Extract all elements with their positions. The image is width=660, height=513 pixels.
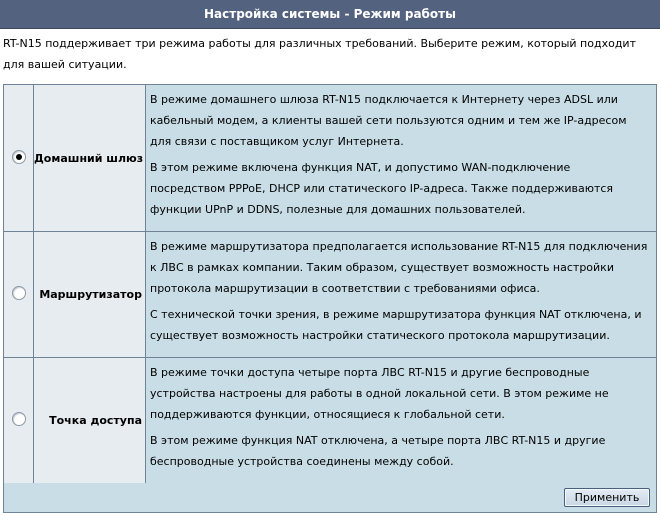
page-header — [0, 0, 660, 29]
description-paragraph: В режиме домашнего шлюза RT-N15 подключается к Интернету через ADSL или кабельный модем, а клиенты вашей сети пользуются одним и тем же IP-адресом для связи с поставщиком услуг Интернета. — [150, 93, 627, 148]
radio-access-point[interactable] — [12, 412, 26, 426]
description-paragraph: В режиме маршрутизатора предполагается использование RT-N15 для подключения к ЛВС в рамках компании. Таким образом, существует возможность настройки протокола маршрутизации в соответствии с требованиями офиса. — [150, 240, 648, 295]
mode-description-access-point — [146, 358, 657, 484]
page-title: Настройка системы - Режим работы — [204, 7, 456, 21]
description-paragraph: В этом режиме включена функция NAT, и допустимо WAN-подключение посредством PPPoE, DHCP или статического IP-адреса. Также поддерживаются функции UPnP и DDNS, полезные для домашних пользователей. — [150, 161, 614, 216]
mode-description-router — [146, 232, 657, 358]
description-paragraph: В этом режиме функция NAT отключена, а четыре порта ЛВС RT-N15 и другие беспроводные устройства соединены между собой. — [150, 434, 606, 468]
mode-row-router — [4, 232, 657, 358]
apply-button[interactable]: Применить — [564, 488, 650, 507]
description-paragraph: В режиме точки доступа четыре порта ЛВС RT-N15 и другие беспроводные устройства настроены для работы в одной локальной сети. В этом режиме не поддерживаются функции, относящиеся к глобальной сети. — [150, 366, 609, 421]
description-paragraph: С технической точки зрения, в режиме маршрутизатора функция NAT отключена, и существует возможность настройки статического протокола маршрутизации. — [150, 308, 642, 342]
action-bar — [3, 483, 657, 513]
intro-text: RT-N15 поддерживает три режима работы для различных требований. Выберите режим, который подходит для вашей ситуации. — [3, 37, 636, 71]
mode-row-access-point — [4, 358, 657, 484]
mode-label-router: Маршрутизатор — [34, 232, 146, 358]
mode-label-home-gateway: Домашний шлюз — [34, 85, 146, 232]
mode-row-home-gateway — [4, 85, 657, 232]
radio-router[interactable] — [12, 286, 26, 300]
mode-label-access-point: Точка доступа — [34, 358, 146, 484]
mode-table — [3, 84, 657, 484]
mode-description-home-gateway — [146, 85, 657, 232]
radio-home-gateway[interactable] — [12, 150, 26, 164]
